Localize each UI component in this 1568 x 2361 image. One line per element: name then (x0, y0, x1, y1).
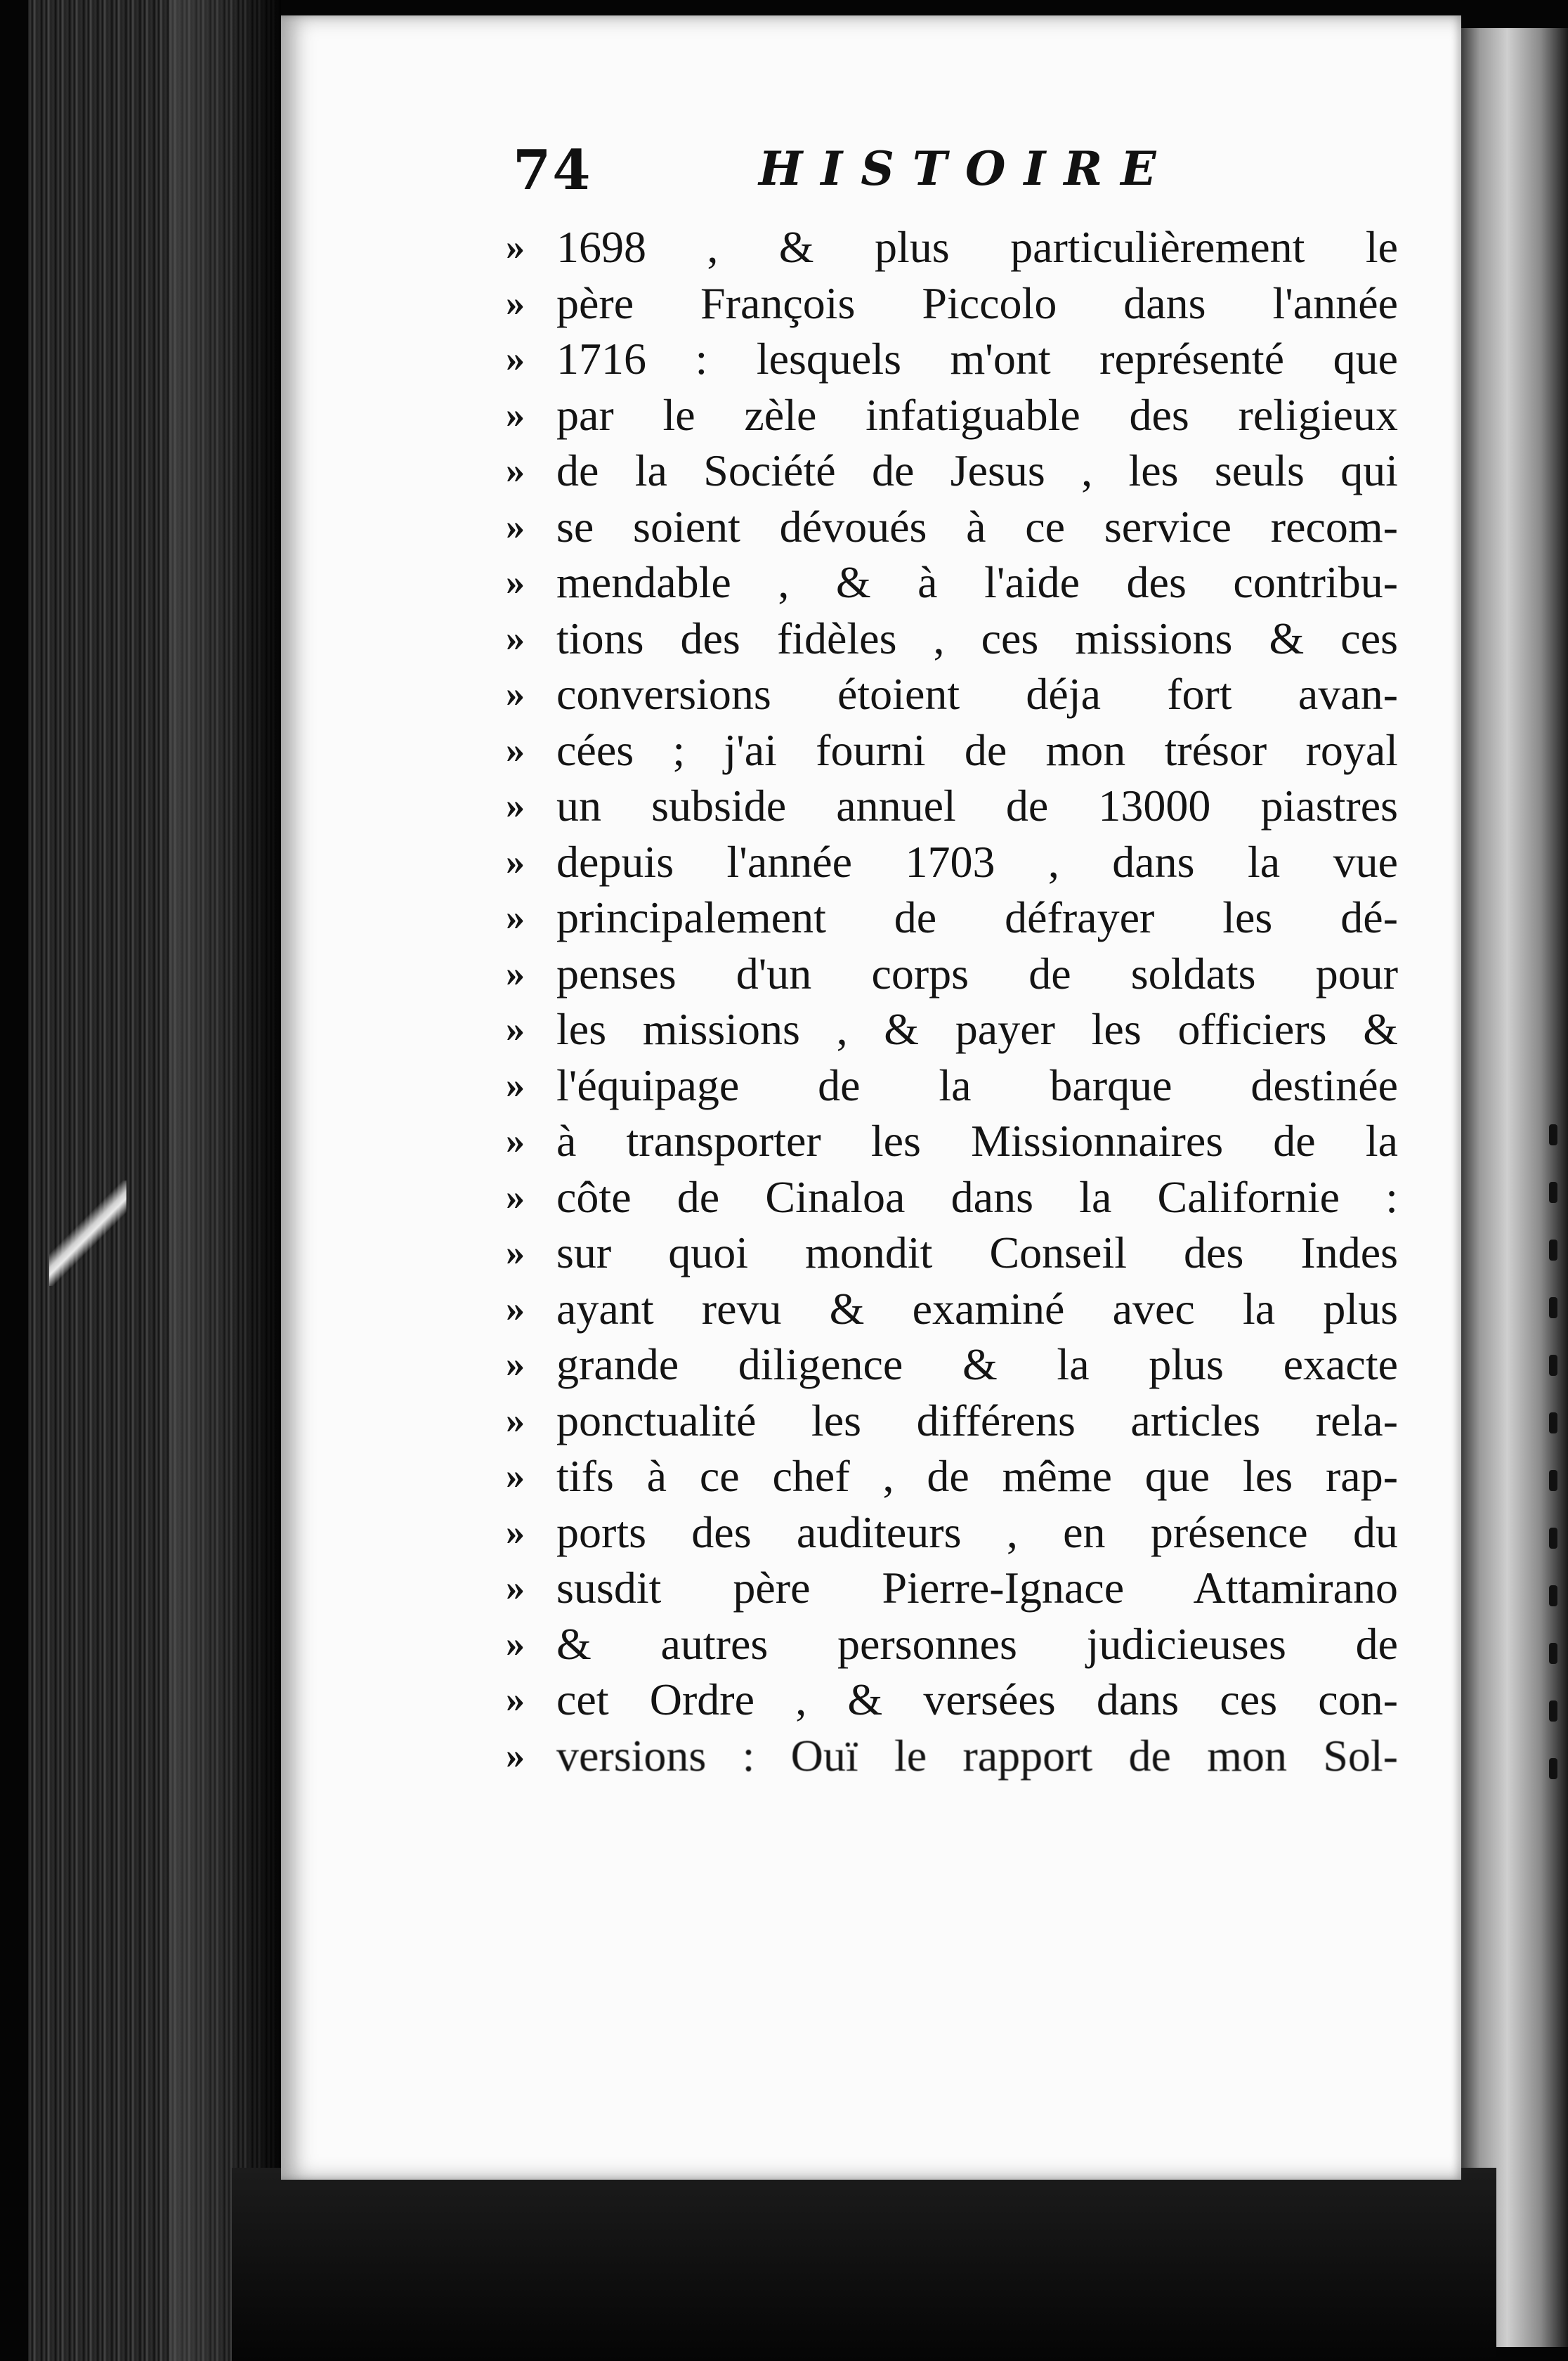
line-text: tifs à ce chef , de même que les rap- (556, 1451, 1398, 1501)
line-text: & autres personnes judicieuses de (556, 1618, 1398, 1669)
line-text: versions : Ouï le rapport de mon Sol- (556, 1730, 1398, 1781)
text-line (506, 890, 1398, 946)
text-line (506, 611, 1398, 667)
text-line (506, 946, 1398, 1002)
line-text: tions des fidèles , ces missions & ces (556, 613, 1398, 663)
page-bottom-shadow (232, 2168, 1496, 2361)
text-line (506, 1616, 1398, 1672)
line-text: grande diligence & la plus exacte (556, 1339, 1398, 1389)
line-text: les missions , & payer les officiers & (556, 1004, 1398, 1054)
line-text: mendable , & à l'aide des contribu- (556, 557, 1398, 607)
quote-mark: » (506, 672, 525, 715)
quote-mark: » (506, 1622, 525, 1665)
line-text: cées ; j'ai fourni de mon trésor royal (556, 724, 1398, 775)
text-line (506, 1169, 1398, 1225)
page-header (513, 138, 1391, 216)
text-line (506, 1058, 1398, 1114)
quote-mark: » (506, 1678, 525, 1720)
quote-mark: » (506, 1734, 525, 1776)
quote-mark: » (506, 616, 525, 659)
text-line (506, 778, 1398, 834)
quote-mark: » (506, 1008, 525, 1050)
quote-mark: » (506, 728, 525, 771)
text-line (506, 1393, 1398, 1449)
line-text: de la Société de Jesus , les seuls qui (556, 445, 1398, 495)
line-text: un subside annuel de 13000 piastres (556, 781, 1398, 831)
line-text: à transporter les Missionnaires de la (556, 1116, 1398, 1166)
line-text: par le zèle infatiguable des religieux (556, 389, 1398, 440)
line-text: 1698 , & plus particulièrement le (556, 222, 1398, 272)
text-line (506, 834, 1398, 890)
body-text (506, 219, 1398, 1783)
quote-mark: » (506, 840, 525, 883)
text-line (506, 722, 1398, 779)
quote-mark: » (506, 393, 525, 436)
line-text: 1716 : lesquels m'ont représenté que (556, 334, 1398, 384)
quote-mark: » (506, 1175, 525, 1218)
text-line (506, 331, 1398, 387)
line-text: ponctualité les différens articles rela- (556, 1395, 1398, 1445)
text-line (506, 1672, 1398, 1728)
line-text: conversions étoient déja fort avan- (556, 669, 1398, 719)
line-text: se soient dévoués à ce service recom- (556, 501, 1398, 552)
quote-mark: » (506, 1287, 525, 1329)
text-line (506, 1560, 1398, 1616)
line-text: ayant revu & examiné avec la plus (556, 1283, 1398, 1334)
line-text: susdit père Pierre-Ignace Attamirano (556, 1563, 1398, 1613)
book-page (281, 15, 1461, 2180)
quote-mark: » (506, 1063, 525, 1106)
quote-mark: » (506, 281, 525, 324)
text-line (506, 443, 1398, 499)
page-number: 74 (513, 138, 592, 202)
quote-mark: » (506, 1455, 525, 1497)
quote-mark: » (506, 561, 525, 603)
text-line (506, 275, 1398, 332)
quote-mark: » (506, 1398, 525, 1441)
line-text: principalement de défrayer les dé- (556, 892, 1398, 942)
line-text: l'équipage de la barque destinée (556, 1060, 1398, 1110)
text-line (506, 1113, 1398, 1169)
line-text: père François Piccolo dans l'année (556, 278, 1398, 328)
torn-page-fragment (49, 1180, 126, 1286)
text-line (506, 387, 1398, 443)
text-line (506, 499, 1398, 555)
text-line (506, 1336, 1398, 1393)
line-text: sur quoi mondit Conseil des Indes (556, 1228, 1398, 1277)
line-text: côte de Cinaloa dans la Californie : (556, 1171, 1398, 1222)
quote-mark: » (506, 337, 525, 379)
line-text: cet Ordre , & versées dans ces con- (556, 1674, 1398, 1724)
line-text: ports des auditeurs , en présence du (556, 1507, 1398, 1557)
text-line (506, 1504, 1398, 1561)
quote-mark: » (506, 951, 525, 994)
quote-mark: » (506, 1566, 525, 1608)
running-head: HISTOIRE (759, 141, 1175, 196)
text-line (506, 1001, 1398, 1058)
quote-mark: » (506, 1343, 525, 1385)
text-line (506, 1728, 1398, 1784)
quote-mark: » (506, 226, 525, 268)
quote-mark: » (506, 505, 525, 547)
line-text: depuis l'année 1703 , dans la vue (556, 836, 1398, 887)
quote-mark: » (506, 896, 525, 938)
line-text: penses d'un corps de soldats pour (556, 948, 1398, 999)
text-line (506, 554, 1398, 611)
quote-mark: » (506, 784, 525, 826)
quote-mark: » (506, 1231, 525, 1273)
text-line (506, 1448, 1398, 1504)
text-line (506, 666, 1398, 722)
right-edge-quote-marks (1549, 1124, 1563, 1827)
quote-mark: » (506, 1510, 525, 1553)
text-line (506, 1225, 1398, 1281)
text-line (506, 219, 1398, 275)
quote-mark: » (506, 1119, 525, 1162)
quote-mark: » (506, 449, 525, 491)
text-line (506, 1281, 1398, 1337)
